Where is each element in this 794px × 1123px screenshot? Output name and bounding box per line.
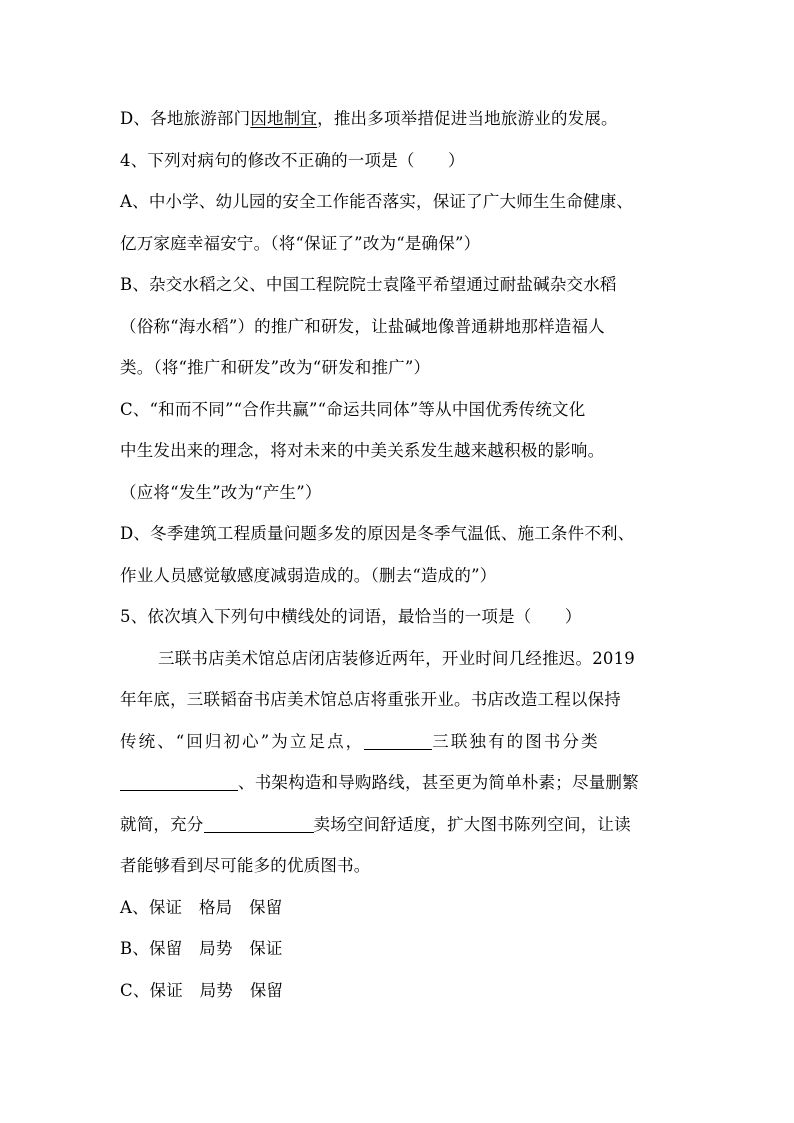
q5-passage-line5-text-after: 卖场空间舒适度，扩大图书陈列空间，让读 <box>313 814 631 834</box>
q5-stem: 5、依次填入下列句中横线处的词语，最恰当的一项是（ ） <box>120 607 582 626</box>
q3-option-d-underlined-phrase: 因地制宜 <box>250 109 318 128</box>
q4-option-b-line1: B、杂交水稻之父、中国工程院院士袁隆平希望通过耐盐碱杂交水稻 <box>120 275 617 294</box>
q3-option-d-suffix: ，推出多项举措促进当地旅游业的发展。 <box>317 109 618 128</box>
q3-option-d-prefix: D、各地旅游部门 <box>120 109 251 128</box>
q4-option-a-line1: A、中小学、幼儿园的安全工作能否落实，保证了广大师生生命健康、 <box>120 192 634 211</box>
q4-stem: 4、下列对病句的修改不正确的一项是（ ） <box>120 150 465 170</box>
q4-option-d-line1: D、冬季建筑工程质量问题多发的原因是冬季气温低、施工条件不利、 <box>120 524 635 543</box>
q3-option-d <box>120 98 680 140</box>
question-content <box>120 98 680 1011</box>
q5-passage-line3-text-before: 传统、“回归初心”为立足点， <box>120 731 365 751</box>
q5-passage-line2: 年年底，三联韬奋书店美术馆总店将重张开业。书店改造工程以保持 <box>120 690 621 709</box>
q4-option-c-line1: C、“和而不同”“合作共赢”“命运共同体”等从中国优秀传统文化 <box>120 399 586 419</box>
q5-passage-line1: 三联书店美术馆总店闭店装修近两年，开业时间几经推迟。2019 <box>158 648 635 668</box>
q5-passage-line3-text-after: 三联独有的图书分类 <box>432 731 600 751</box>
q5-option-c: C、保证 局势 保留 <box>120 980 284 1000</box>
q5-passage-line3 <box>120 721 680 763</box>
q5-blank-2 <box>120 772 238 791</box>
q5-passage-line5 <box>120 804 680 846</box>
q4-option-c-line2: 中生发出来的理念，将对未来的中美关系发生越来越积极的影响。 <box>120 441 605 460</box>
q5-passage-line4 <box>120 762 680 804</box>
q4-option-d-line2: 作业人员感觉敏感度减弱造成的。（删去“造成的”） <box>120 565 497 585</box>
q5-passage-line6: 者能够看到尽可能多的优质图书。 <box>120 856 371 875</box>
q4-option-b-line2: （俗称“海水稻”）的推广和研发，让盐碱地像普通耕地那样造福人 <box>120 316 605 336</box>
q5-passage-line5-text-before: 就简，充分 <box>120 814 204 834</box>
q4-option-c-line3: （应将“发生”改为“产生”） <box>120 482 322 502</box>
q4-option-b-line3: 类。（将“推广和研发”改为“研发和推广”） <box>120 358 431 377</box>
q5-option-a: A、保证 格局 保留 <box>120 897 283 917</box>
q5-blank-3 <box>204 814 314 833</box>
q5-passage-line4-text: 、书架构造和导购路线，甚至更为简单朴素；尽量删繁 <box>238 773 639 792</box>
q5-blank-1 <box>364 731 432 750</box>
q5-option-b: B、保留 局势 保证 <box>120 939 283 958</box>
q4-option-a-line2: 亿万家庭幸福安宁。（将“保证了”改为“是确保”） <box>120 233 481 253</box>
